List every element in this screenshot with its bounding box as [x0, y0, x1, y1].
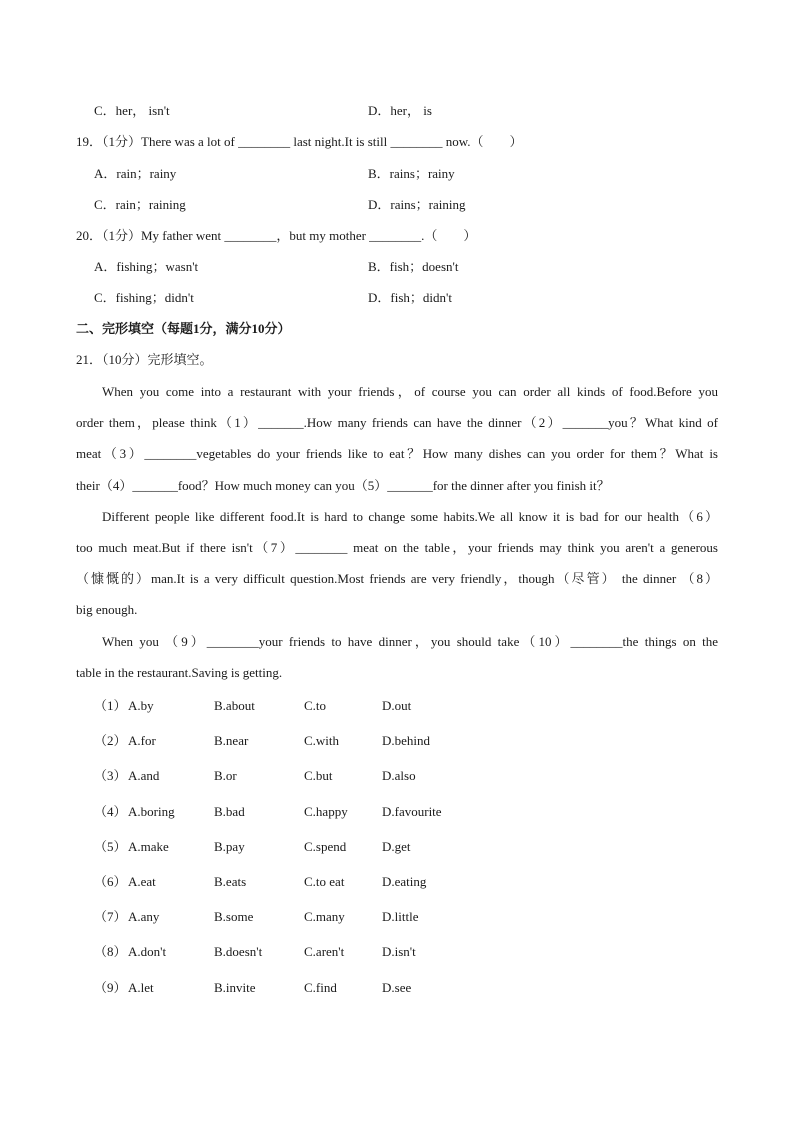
q20-option-a: A．fishing；wasn't [94, 259, 199, 274]
q19-option-c: C．rain；raining [94, 197, 186, 212]
option-row-9 [0, 978, 794, 998]
option-number: （9） [94, 980, 127, 995]
option-number: （4） [94, 804, 127, 819]
passage-line-1: When you come into a restaurant with your friends，of course you can order all kinds of food.Before you [102, 384, 718, 399]
option-number: （8） [94, 944, 127, 959]
q18-option-d: D．her， is [368, 103, 432, 118]
option-c: C.happy [304, 804, 348, 819]
q19-options-cd [0, 195, 794, 215]
option-c: C.to [304, 698, 327, 713]
q19-stem-row [0, 132, 794, 152]
option-c: C.find [304, 980, 337, 995]
passage-line-9: When you （9）________your friends to have dinner，you should take（10）________the things on the [102, 634, 718, 649]
option-number: （5） [94, 839, 127, 854]
option-row-6 [0, 872, 794, 892]
option-b: B.or [214, 768, 237, 783]
q20-options-ab [0, 257, 794, 277]
option-b: B.some [214, 909, 254, 924]
passage-line-5: Different people like different food.It is hard to change some habits.We all know it is bad for our health（6） [102, 509, 718, 524]
option-a: A.let [128, 980, 154, 995]
option-d: D.get [382, 839, 411, 854]
option-row-4 [0, 802, 794, 822]
option-b: B.pay [214, 839, 245, 854]
option-d: D.eating [382, 874, 427, 889]
q18-options-cd [0, 101, 794, 121]
q18-option-c: C．her， isn't [94, 103, 170, 118]
option-c: C.to eat [304, 874, 345, 889]
option-row-8 [0, 942, 794, 962]
passage-line-10: table in the restaurant.Saving is getting. [76, 665, 283, 680]
passage-line-6: too much meat.But if there isn't（7）________ meat on the table，your friends may think you aren't a generous [76, 540, 718, 555]
q19-option-b: B．rains；rainy [368, 166, 455, 181]
option-a: A.boring [128, 804, 175, 819]
section-heading-row [0, 319, 794, 339]
option-a: A.and [128, 768, 160, 783]
passage-line-7: （慷慨的）man.It is a very difficult question.Most friends are very friendly，though（尽管） the dinner （8） [76, 571, 718, 586]
option-d: D.little [382, 909, 419, 924]
option-number: （3） [94, 768, 127, 783]
q20-option-d: D．fish；didn't [368, 290, 452, 305]
option-c: C.with [304, 733, 340, 748]
q21-stem: 21．（10分）完形填空。 [76, 352, 213, 367]
option-b: B.bad [214, 804, 245, 819]
option-d: D.favourite [382, 804, 442, 819]
option-row-7 [0, 907, 794, 927]
option-d: D.also [382, 768, 416, 783]
option-a: A.any [128, 909, 160, 924]
q20-option-b: B．fish；doesn't [368, 259, 459, 274]
passage-line-8: big enough. [76, 602, 138, 617]
option-a: A.make [128, 839, 169, 854]
q20-stem: 20．（1分）My father went ________，but my mother ________.（ ） [76, 228, 477, 243]
option-d: D.out [382, 698, 412, 713]
option-c: C.spend [304, 839, 347, 854]
passage-line-4: their（4）_______food？How much money can you（5）_______for the dinner after you finish it？ [76, 478, 610, 493]
option-c: C.but [304, 768, 333, 783]
option-row-5 [0, 837, 794, 857]
option-c: C.many [304, 909, 345, 924]
option-row-1 [0, 696, 794, 716]
passage-line-3: meat（3）________vegetables do your friends like to eat？How many dishes can you order for them？What is [76, 446, 718, 461]
option-d: D.isn't [382, 944, 416, 959]
option-d: D.behind [382, 733, 431, 748]
option-b: B.invite [214, 980, 256, 995]
option-a: A.eat [128, 874, 156, 889]
section-title: 二、完形填空（每题1分，满分10分） [76, 321, 291, 336]
option-b: B.doesn't [214, 944, 263, 959]
option-b: B.near [214, 733, 249, 748]
q21-stem-row [0, 350, 794, 370]
option-row-3 [0, 766, 794, 786]
option-a: A.for [128, 733, 156, 748]
option-number: （1） [94, 698, 127, 713]
option-number: （6） [94, 874, 127, 889]
q20-stem-row [0, 226, 794, 246]
option-b: B.about [214, 698, 255, 713]
q19-stem: 19．（1分）There was a lot of ________ last night.It is still ________ now.（ ） [76, 134, 523, 149]
q20-options-cd [0, 288, 794, 308]
option-a: A.don't [128, 944, 167, 959]
option-a: A.by [128, 698, 154, 713]
option-row-2 [0, 731, 794, 751]
option-number: （2） [94, 733, 127, 748]
option-c: C.aren't [304, 944, 345, 959]
q19-option-d: D．rains；raining [368, 197, 466, 212]
option-number: （7） [94, 909, 127, 924]
option-b: B.eats [214, 874, 247, 889]
q20-option-c: C．fishing；didn't [94, 290, 194, 305]
option-d: D.see [382, 980, 412, 995]
passage-line-2: order them，please think（1）_______.How many friends can have the dinner（2）_______you？What kind of [76, 415, 718, 430]
q19-option-a: A．rain；rainy [94, 166, 177, 181]
q19-options-ab [0, 164, 794, 184]
